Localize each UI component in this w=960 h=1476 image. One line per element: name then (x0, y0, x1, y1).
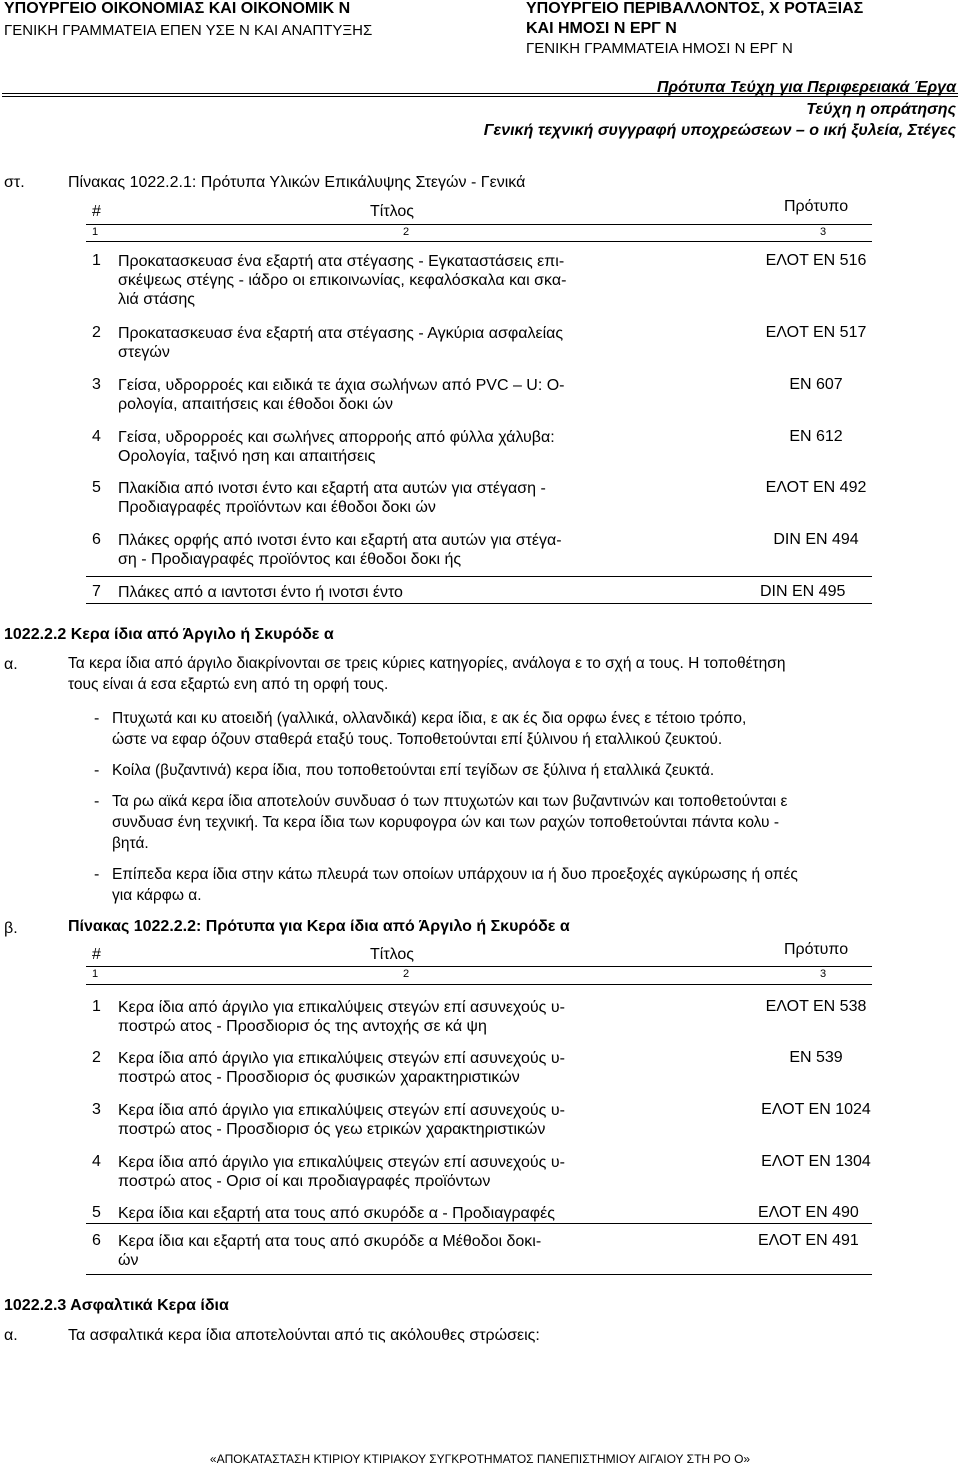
table1-row-standard: DIN EN 494 (773, 531, 859, 548)
table2-row-title: Κερα ίδια από άργιλο για επικαλύψεις στεγών επί ασυνεχούς υ- ποστρώ ατος - Ορισ οί και προδιαγραφές προϊόντων (118, 1154, 565, 1190)
table1-header-num: # (92, 203, 101, 220)
table2-row-standard: ΕΛΟΤ EN 1304 (761, 1153, 871, 1170)
table2-row-title: Κερα ίδια και εξαρτή ατα τους από σκυρόδε α Μέθοδοι δοκι- ών (118, 1233, 542, 1269)
section-heading-asphalt-tiles: 1022.2.3 Ασφαλτικά Κερα ίδια (4, 1297, 229, 1314)
bullet-dash: - (94, 710, 100, 727)
bullet-item: Πτυχωτά και κυ ατοειδή (γαλλικά, ολλανδικά) κερα ίδια, ε ακ ές δια ορφω ένες ε τέτοιο τρόπο, ώστε να εφαρ όζουν σταθερά εταξύ τους. Τοποθετούνται επί ξύλινου ή εταλλικού ζευκτού. (112, 710, 747, 748)
bullet-dash: - (94, 866, 100, 883)
table2-row-title: Κερα ίδια από άργιλο για επικαλύψεις στεγών επί ασυνεχούς υ- ποστρώ ατος - Προσδιορισ ός της αντοχής σε κά ψη (118, 999, 565, 1035)
table1-row-standard: ΕΛΟΤ EN 492 (765, 479, 867, 496)
table1-row-num: 6 (92, 531, 101, 548)
para-clay-tile-categories: Τα κερα ίδια από άργιλο διακρίνονται σε τρεις κύριες κατηγορίες, ανάλογα ε το σχή α τους. Η τοποθέτηση τους είναι ά εσα εξαρτώ ενη από τη ορφή τους. (68, 655, 786, 693)
ministry-left-subtitle: ΓΕΝΙΚΗ ΓΡΑΜΜΑΤΕΙΑ ΕΠΕΝ ΥΣΕ Ν ΚΑΙ ΑΝΑΠΤΥΞΗΣ (4, 22, 373, 39)
table1-row-standard: ΕΛΟΤ EN 517 (765, 324, 867, 341)
ministry-right-title-2: ΚΑΙ ΗΜΟΣΙ Ν ΕΡΓ Ν (526, 20, 677, 37)
table1-row-num: 2 (92, 324, 101, 341)
para-asphalt-layers: Τα ασφαλτικά κερα ίδια αποτελούνται από τις ακόλουθες στρώσεις: (68, 1327, 540, 1344)
table1-colnum-1: 1 (92, 226, 99, 238)
table1-header-standard: Πρότυπο (784, 198, 849, 215)
table1-row-num: 7 (92, 583, 101, 600)
table2-row-num: 4 (92, 1153, 101, 1170)
table2-row-num: 1 (92, 998, 101, 1015)
table2-row-standard: ΕΛΟΤ EN 538 (765, 998, 867, 1015)
table1-row-title: Πλάκες από α ιαντοτσι έντο ή ινοτσι έντο (118, 584, 403, 601)
bullet-dash: - (94, 793, 100, 810)
table1-row-num: 3 (92, 376, 101, 393)
ministry-right-title: ΥΠΟΥΡΓΕΙΟ ΠΕΡΙΒΑΛΛΟΝΤΟΣ, Χ ΡΟΤΑΞΙΑΣ (526, 0, 864, 17)
table1-row-standard: DIN EN 495 (760, 583, 846, 600)
page-footer: «ΑΠΟΚΑΤΑΣΤΑΣΗ ΚΤΙΡΙΟΥ ΚΤΙΡΙΑΚΟΥ ΣΥΓΚΡΟΤΗΜΑΤΟΣ ΠΑΝΕΠΙΣΤΗΜΙΟΥ ΑΙΓΑΙΟΥ ΣΤΗ ΡΟ Ο» (209, 1452, 751, 1466)
table2-header-title: Τίτλος (370, 946, 415, 963)
table2-row-num: 5 (92, 1204, 101, 1221)
bullet-item: Κοίλα (βυζαντινά) κερα ίδια, που τοποθετούνται επί τεγίδων σε ξύλινα ή εταλλικά ζευκτά. (112, 762, 715, 779)
ministry-left-title: ΥΠΟΥΡΓΕΙΟ ΟΙΚΟΝΟΜΙΑΣ ΚΑΙ ΟΙΚΟΝΟΜΙΚ Ν (4, 0, 351, 17)
table1-row-title: Προκατασκευασ ένα εξαρτή ατα στέγασης - Αγκύρια ασφαλείας στεγών (118, 325, 564, 361)
table1-row-standard: EN 612 (789, 428, 843, 445)
table2-colnum-3: 3 (820, 968, 827, 980)
table1-row-num: 4 (92, 428, 101, 445)
table1-row-title: Προκατασκευασ ένα εξαρτή ατα στέγασης - Εγκαταστάσεις επι- σκέψεως στέγης - ιάδρο οι επικοινωνίας, κεφαλόσκαλα και σκα- λιά στάσης (118, 253, 567, 308)
table1-colnum-3: 3 (820, 226, 827, 238)
table2-row-title: Κερα ίδια από άργιλο για επικαλύψεις στεγών επί ασυνεχούς υ- ποστρώ ατος - Προσδιορισ ός γεω ετρικών χαρακτηριστικών (118, 1102, 565, 1138)
table1-caption: Πίνακας 1022.2.1: Πρότυπα Υλικών Επικάλυψης Στεγών - Γενικά (68, 174, 526, 191)
doc-chapter: Γενική τεχνική συγγραφή υποχρεώσεων – ο ική ξυλεία, Στέγες (483, 122, 956, 139)
table2-row-num: 3 (92, 1101, 101, 1118)
table1-row-title: Πλάκες ορφής από ινοτσι έντο και εξαρτή ατα αυτών για στέγα- ση - Προδιαγραφές προϊόντος και έθοδοι δοκι ής (118, 532, 562, 568)
table2-colnum-2: 2 (403, 968, 410, 980)
table1-row-title: Πλακίδια από ινοτσι έντο και εξαρτή ατα αυτών για στέγαση - Προδιαγραφές προϊόντων και έθοδοι δοκι ών (118, 480, 546, 516)
doc-series: Πρότυπα Τεύχη για Περιφερειακά Έργα (656, 79, 956, 96)
table1-row-standard: EN 607 (789, 376, 843, 393)
table2-row-standard: ΕΛΟΤ EN 1024 (761, 1101, 871, 1118)
doc-volume: Τεύχη η οπράτησης (806, 101, 956, 118)
table1-row-num: 5 (92, 479, 101, 496)
table1-header-title: Τίτλος (370, 203, 415, 220)
table2-row-standard: ΕΛΟΤ EN 491 (758, 1232, 859, 1249)
table1-colnum-2: 2 (403, 226, 410, 238)
section-heading-clay-tiles: 1022.2.2 Κερα ίδια από Άργιλο ή Σκυρόδε α (4, 626, 334, 643)
para-label-b: β. (4, 920, 18, 937)
ministry-right-subtitle: ΓΕΝΙΚΗ ΓΡΑΜΜΑΤΕΙΑ ΗΜΟΣΙ Ν ΕΡΓ Ν (526, 40, 793, 57)
section-label: στ. (4, 174, 25, 191)
table2-row-num: 6 (92, 1232, 101, 1249)
para-label-a2: α. (4, 1327, 18, 1344)
table2-colnum-1: 1 (92, 968, 99, 980)
table1-row-num: 1 (92, 252, 101, 269)
bullet-dash: - (94, 762, 100, 779)
table2-row-standard: EN 539 (789, 1049, 843, 1066)
table2-row-title: Κερα ίδια και εξαρτή ατα τους από σκυρόδε α - Προδιαγραφές (118, 1205, 556, 1222)
table2-row-standard: ΕΛΟΤ EN 490 (758, 1204, 859, 1221)
table2-row-num: 2 (92, 1049, 101, 1066)
table1-row-title: Γείσα, υδρορροές και ειδικά τε άχια σωλήνων από PVC – U: Ο- ρολογία, απαιτήσεις και έθοδοι δοκι ών (118, 377, 565, 413)
bullet-item: Τα ρω αϊκά κερα ίδια αποτελούν συνδυασ ό των πτυχωτών και των βυζαντινών και τοποθετούνται ε συνδυασ ένη τεχνική. Τα κερα ίδια των κορυφογρα ών και των ραχών τοποθετούνται πάντα κολυ - βητά. (112, 793, 788, 852)
table2-caption: Πίνακας 1022.2.2: Πρότυπα για Κερα ίδια από Άργιλο ή Σκυρόδε α (68, 918, 570, 935)
table2-row-title: Κερα ίδια από άργιλο για επικαλύψεις στεγών επί ασυνεχούς υ- ποστρώ ατος - Προσδιορισ ός φυσικών χαρακτηριστικών (118, 1050, 565, 1086)
table2-header-standard: Πρότυπο (784, 941, 849, 958)
para-label-a: α. (4, 656, 18, 673)
table1-row-title: Γείσα, υδρορροές και σωλήνες απορροής από φύλλα χάλυβα: Ορολογία, ταξινό ηση και απαιτήσεις (118, 429, 555, 465)
table2-header-num: # (92, 946, 101, 963)
bullet-item: Επίπεδα κερα ίδια στην κάτω πλευρά των οποίων υπάρχουν ια ή δυο προεξοχές αγκύρωσης ή οπές για κάρφω α. (112, 866, 798, 904)
table1-row-standard: ΕΛΟΤ EN 516 (765, 252, 867, 269)
